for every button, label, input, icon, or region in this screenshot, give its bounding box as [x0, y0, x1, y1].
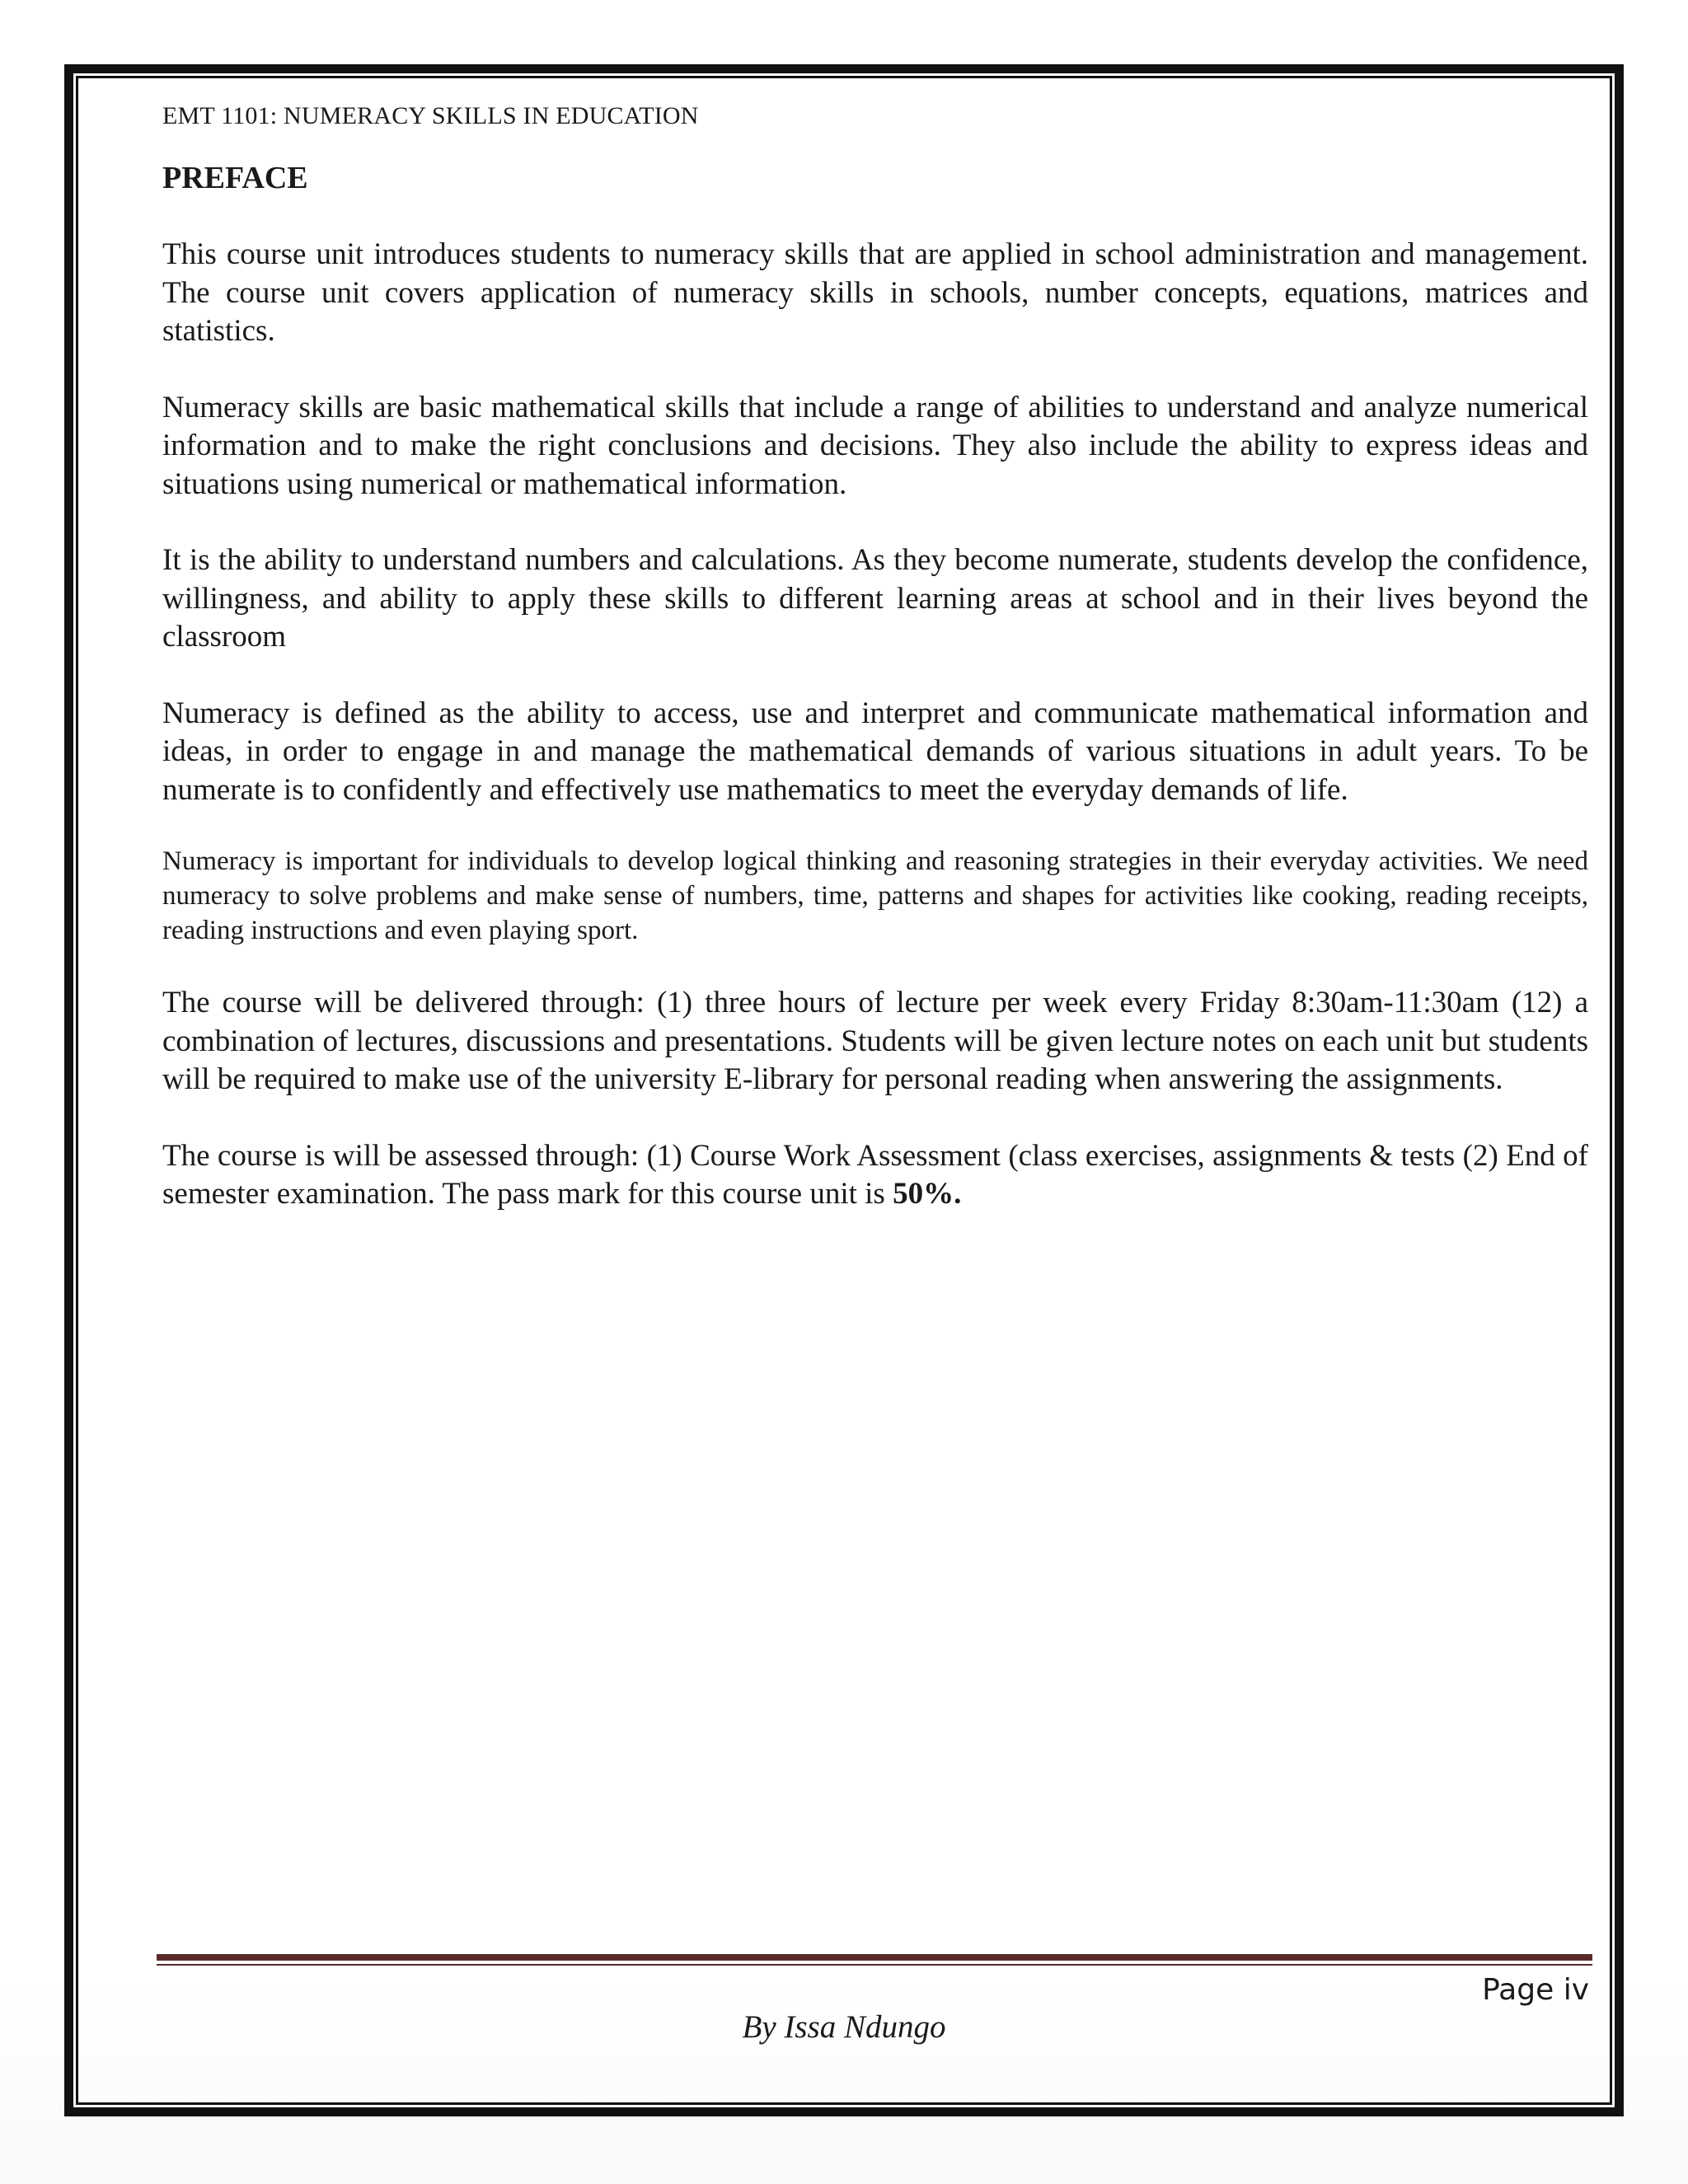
pass-mark: 50%.: [893, 1177, 962, 1211]
paragraph-assessment: [162, 1137, 1588, 1214]
page-number: Page iv: [1482, 1973, 1589, 2007]
paragraph-numeracy-definition: Numeracy is defined as the ability to access, use and interpret and communicate mathematical information and ideas, in order to engage in and manage the mathematical demands of various situations in adult years. To be numerate is to confidently and effectively use mathematics to meet the everyday demands of life.: [162, 696, 1588, 807]
page-content: [162, 99, 1588, 1214]
paragraph-skills-definition: Numeracy skills are basic mathematical skills that include a range of abilities to understand and analyze numerical information and to make the right conclusions and decisions. They also include the ability to express ideas and situations using numerical or mathematical information.: [162, 390, 1588, 501]
assessment-text: The course is will be assessed through: (1) Course Work Assessment (class exercises, assignments & tests (2) End of semester examination. The pass mark for this course unit is: [162, 1138, 1588, 1211]
running-header: EMT 1101: NUMERACY SKILLS IN EDUCATION: [162, 102, 699, 129]
paragraph-intro: This course unit introduces students to numeracy skills that are applied in school administration and management. The course unit covers application of numeracy skills in schools, number concepts, equations, matrices and statistics.: [162, 237, 1588, 348]
paragraph-importance: Numeracy is important for individuals to develop logical thinking and reasoning strategies in their everyday activities. We need numeracy to solve problems and make sense of numbers, time, patterns and shapes for activities like cooking, reading receipts, reading instructions and even playing sport.: [162, 846, 1588, 945]
paragraph-numerate-ability: It is the ability to understand numbers and calculations. As they become numerate, students develop the confidence, willingness, and ability to apply these skills to different learning areas at school and in their lives beyond the classroom: [162, 543, 1588, 654]
footer-rule-thin: [157, 1964, 1592, 1966]
footer-rule-thick: [157, 1954, 1592, 1961]
author-credit: By Issa Ndungo: [742, 2009, 946, 2045]
section-title: PREFACE: [162, 161, 308, 195]
paragraph-delivery: The course will be delivered through: (1) three hours of lecture per week every Friday 8:30am-11:30am (12) a combination of lectures, discussions and presentations. Students will be given lecture notes on each unit but students will be required to make use of the university E-library for personal reading when answering the assignments.: [162, 986, 1588, 1096]
